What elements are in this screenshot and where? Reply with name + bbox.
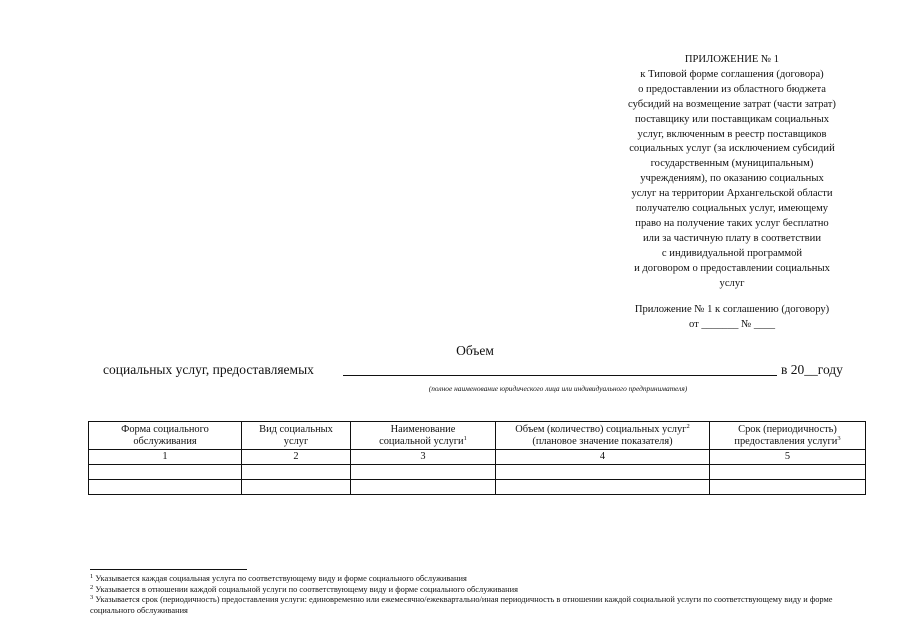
table-cell[interactable] — [89, 465, 242, 480]
appendix-line: субсидий на возмещение затрат (части затрат) — [628, 98, 836, 110]
footnote-2: $^2$ Указывается в отношении каждой социальной услуги по соответствующему виду и форме социального обслуживания — [90, 583, 518, 594]
footnote-1: $^1$ Указывается каждая социальная услуга по соответствующему виду и форме социального обслуживания — [90, 573, 467, 583]
agreement-reference-title: Приложение № 1 к соглашению (договору) — [634, 304, 830, 315]
appendix-line: о предоставлении из областного бюджета — [638, 83, 826, 95]
table-cell[interactable] — [496, 480, 710, 495]
footnote-ref-1: 1 — [463, 434, 467, 442]
appendix-line: государственным (муниципальным) — [650, 158, 814, 170]
footnote-3: $^3$ Указывается срок (периодичность) предоставления услуги: единовременно или ежемесячно/ежеквартально/иная периодичность в отношении каждой социальной услуги по соответствующему виду и форме социального обслуживания — [90, 594, 833, 615]
table-cell[interactable] — [242, 465, 351, 480]
table-cell[interactable] — [710, 480, 866, 495]
services-table — [88, 421, 866, 495]
agreement-reference-date-number: от _______ № ____ — [688, 319, 776, 330]
appendix-line: или за частичную плату в соответствии — [642, 232, 822, 244]
footnote-ref-3: 3 — [837, 434, 841, 442]
appendix-line: услуг на территории Архангельской области — [631, 188, 833, 200]
footnote-ref-2: 2 — [686, 423, 690, 430]
appendix-line: к Типовой форме соглашения (договора) — [640, 68, 824, 80]
appendix-header — [596, 53, 868, 292]
header-service-form: Форма социального обслуживания — [89, 422, 242, 450]
appendix-line: ПРИЛОЖЕНИЕ № 1 — [684, 54, 780, 65]
column-number: 2 — [242, 450, 351, 465]
table-cell[interactable] — [242, 480, 351, 495]
header-service-period: Срок (периодичность) предоставления услуги$^3$ — [710, 422, 866, 450]
appendix-line: получателю социальных услуг, имеющему — [635, 203, 829, 215]
document-title: Объем — [456, 343, 494, 358]
table-row — [89, 480, 866, 495]
header-service-type: Вид социальных услуг — [242, 422, 351, 450]
provider-line-prefix: социальных услуг, предоставляемых — [103, 362, 314, 377]
appendix-line: поставщику или поставщикам социальных — [634, 113, 830, 125]
footnote-separator — [90, 569, 247, 570]
header-service-name: Наименование социальной услуги$^1$ — [351, 422, 496, 450]
table-cell[interactable] — [351, 465, 496, 480]
column-number: 4 — [496, 450, 710, 465]
provider-line — [103, 361, 853, 379]
column-number: 3 — [351, 450, 496, 465]
column-number: 5 — [710, 450, 866, 465]
footnotes — [90, 574, 860, 616]
appendix-line: с индивидуальной программой — [661, 247, 803, 259]
table-numbering-row — [89, 450, 866, 465]
table-header-row — [89, 422, 866, 450]
provider-name-hint: (полное наименование юридического лица или индивидуального предпринимателя) — [428, 384, 688, 393]
provider-name-blank — [343, 375, 777, 376]
column-number: 1 — [89, 450, 242, 465]
appendix-line: учреждениям), по оказанию социальных — [640, 173, 824, 185]
appendix-line: и договором о предоставлении социальных — [634, 262, 830, 274]
header-service-volume: Объем (количество) социальных услуг$^2$ (плановое значение показателя) — [496, 422, 710, 450]
table-cell[interactable] — [351, 480, 496, 495]
table-cell[interactable] — [710, 465, 866, 480]
table-cell[interactable] — [496, 465, 710, 480]
appendix-line: услуг — [719, 277, 745, 289]
table-row — [89, 465, 866, 480]
year-field: в 20__году — [781, 362, 843, 377]
agreement-reference — [596, 302, 868, 332]
appendix-line: услуг, включенным в реестр поставщиков — [637, 128, 827, 140]
appendix-line: право на получение таких услуг бесплатно — [635, 217, 829, 229]
appendix-line: социальных услуг (за исключением субсидий — [629, 143, 835, 155]
table-cell[interactable] — [89, 480, 242, 495]
